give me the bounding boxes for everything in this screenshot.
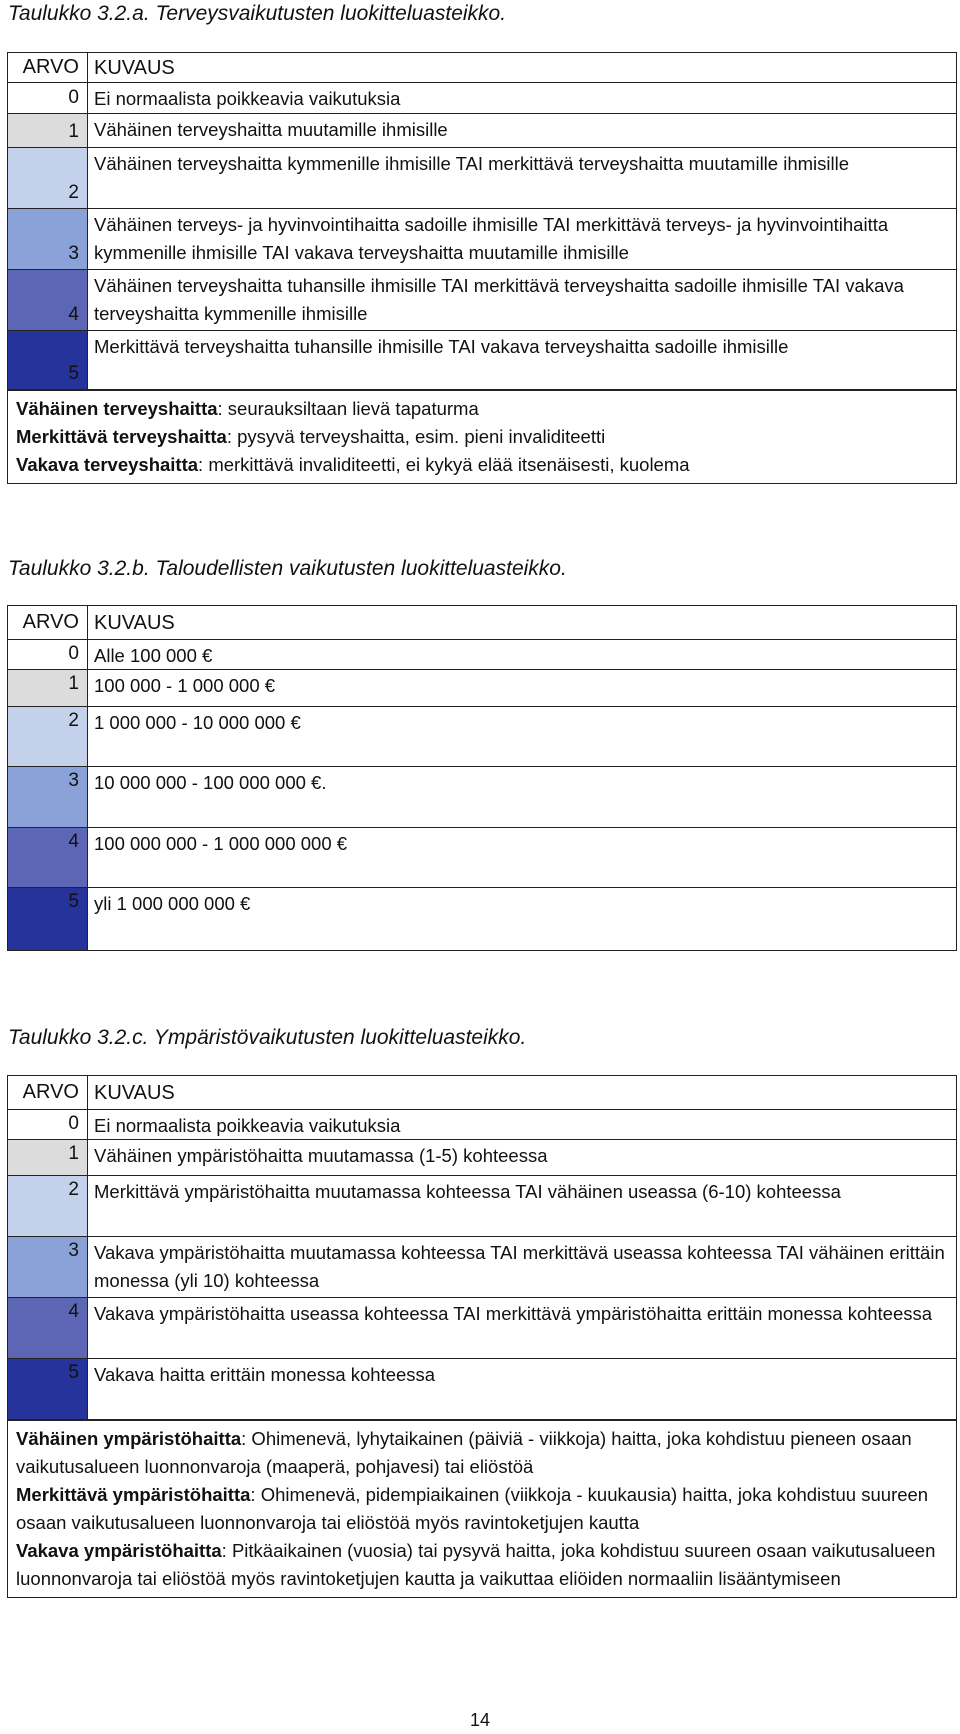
note-text: : pysyvä terveyshaitta, esim. pieni invaliditeetti: [226, 426, 606, 447]
row-description: Vähäinen terveyshaitta tuhansille ihmisille TAI merkittävä terveyshaitta sadoille ihmisille TAI vakava terveyshaitta kymmenille ihmisille: [94, 275, 904, 324]
row-description: Vähäinen terveyshaitta kymmenille ihmisille TAI merkittävä terveyshaitta muutamille ihmisille: [94, 153, 850, 174]
note-text: : Pitkäaikainen (vuosia) tai pysyvä haitta, joka kohdistuu suureen osaan vaikutusalueen luonnonvaroja tai eliöstöä myös ravintoketjujen kautta ja vaikuttaa eliöiden normaaliin lisääntymiseen: [16, 1540, 936, 1589]
note-term: Merkittävä terveyshaitta: [16, 426, 227, 447]
table-header: [8, 53, 956, 83]
table-row: [8, 83, 956, 114]
row-value: 4: [8, 1298, 88, 1358]
row-description: Alle 100 000 €: [94, 645, 213, 666]
row-value: 0: [8, 1110, 88, 1139]
table-row: [8, 707, 956, 767]
row-value: 5: [8, 1359, 88, 1419]
table-row: [8, 888, 956, 950]
table-header: [8, 606, 956, 640]
note-line: [16, 1481, 948, 1537]
header-value: ARVO: [8, 606, 88, 639]
table-row: [8, 148, 956, 209]
table-row: [8, 1237, 956, 1298]
row-value: 4: [8, 828, 88, 887]
note-line: [16, 395, 948, 423]
table-row: [8, 209, 956, 270]
header-description: KUVAUS: [88, 53, 956, 82]
table-c: [7, 1075, 957, 1598]
table-a-notes: [8, 390, 956, 483]
row-value: 3: [8, 1237, 88, 1297]
table-row: [8, 670, 956, 707]
note-text: : seurauksiltaan lievä tapaturma: [217, 398, 479, 419]
note-text: : Ohimenevä, pidempiaikainen (viikkoja - kuukausia) haitta, joka kohdistuu suureen osaan vaikutusalueen luonnonvaroja tai eliöstöä myös ravintoketjujen kautta: [16, 1484, 929, 1533]
table-a: [7, 52, 957, 484]
table-row: [8, 1110, 956, 1140]
row-description: Vähäinen terveys- ja hyvinvointihaitta sadoille ihmisille TAI merkittävä terveys- ja hyvinvointihaitta kymmenille ihmisille TAI vakava terveyshaitta muutamille ihmisille: [94, 214, 889, 263]
table-header: [8, 1076, 956, 1110]
header-value: ARVO: [8, 1076, 88, 1109]
row-value: 0: [8, 640, 88, 669]
row-description: Vakava ympäristöhaitta useassa kohteessa TAI merkittävä ympäristöhaitta erittäin monessa kohteessa: [94, 1303, 933, 1324]
row-value: 0: [8, 83, 88, 113]
header-description: KUVAUS: [88, 1076, 956, 1109]
row-description: 100 000 000 - 1 000 000 000 €: [94, 833, 348, 854]
table-c-caption: Taulukko 3.2.c. Ympäristövaikutusten luokitteluasteikko.: [8, 1026, 527, 1049]
row-description: yli 1 000 000 000 €: [94, 893, 251, 914]
note-text: : Ohimenevä, lyhytaikainen (päiviä - viikkoja) haitta, joka kohdistuu pieneen osaan vaikutusalueen luonnonvaroja (maaperä, pohjavesi) tai eliöstöä: [16, 1428, 912, 1477]
row-value: 1: [8, 114, 88, 147]
note-term: Vakava terveyshaitta: [16, 454, 199, 475]
row-description: 10 000 000 - 100 000 000 €.: [94, 772, 327, 793]
row-description: 1 000 000 - 10 000 000 €: [94, 712, 301, 733]
note-line: [16, 451, 948, 479]
table-row: [8, 1298, 956, 1359]
note-line: [16, 423, 948, 451]
row-value: 3: [8, 767, 88, 827]
note-term: Vakava ympäristöhaitta: [16, 1540, 222, 1561]
row-value: 2: [8, 707, 88, 766]
note-term: Merkittävä ympäristöhaitta: [16, 1484, 251, 1505]
row-value: 5: [8, 331, 88, 389]
note-line: [16, 1425, 948, 1481]
table-row: [8, 331, 956, 390]
row-value: 1: [8, 1140, 88, 1175]
row-value: 5: [8, 888, 88, 950]
note-term: Vähäinen terveyshaitta: [16, 398, 218, 419]
row-value: 1: [8, 670, 88, 706]
row-value: 2: [8, 1176, 88, 1236]
note-text: : merkittävä invaliditeetti, ei kykyä elää itsenäisesti, kuolema: [198, 454, 690, 475]
row-description: Ei normaalista poikkeavia vaikutuksia: [94, 88, 401, 109]
row-value: 2: [8, 148, 88, 208]
note-line: [16, 1537, 948, 1593]
page-number: 14: [469, 1710, 491, 1730]
row-description: Merkittävä terveyshaitta tuhansille ihmisille TAI vakava terveyshaitta sadoille ihmisille: [94, 336, 789, 357]
table-b-caption: Taulukko 3.2.b. Taloudellisten vaikutusten luokitteluasteikko.: [8, 557, 567, 580]
table-row: [8, 640, 956, 670]
header-value: ARVO: [8, 53, 88, 82]
header-description: KUVAUS: [88, 606, 956, 639]
table-a-caption: Taulukko 3.2.a. Terveysvaikutusten luokitteluasteikko.: [8, 2, 507, 25]
row-description: Vähäinen ympäristöhaitta muutamassa (1-5) kohteessa: [94, 1145, 548, 1166]
row-description: 100 000 - 1 000 000 €: [94, 675, 276, 696]
row-description: Merkittävä ympäristöhaitta muutamassa kohteessa TAI vähäinen useassa (6-10) kohteessa: [94, 1181, 841, 1202]
table-row: [8, 114, 956, 148]
table-c-notes: [8, 1420, 956, 1597]
table-row: [8, 1359, 956, 1420]
table-b: [7, 605, 957, 951]
note-term: Vähäinen ympäristöhaitta: [16, 1428, 242, 1449]
row-description: Ei normaalista poikkeavia vaikutuksia: [94, 1115, 401, 1136]
table-row: [8, 1176, 956, 1237]
table-row: [8, 270, 956, 331]
row-value: 4: [8, 270, 88, 330]
row-description: Vakava haitta erittäin monessa kohteessa: [94, 1364, 436, 1385]
row-value: 3: [8, 209, 88, 269]
row-description: Vakava ympäristöhaitta muutamassa kohteessa TAI merkittävä useassa kohteessa TAI vähäinen erittäin monessa (yli 10) kohteessa: [94, 1242, 945, 1291]
table-row: [8, 828, 956, 888]
table-row: [8, 767, 956, 828]
table-row: [8, 1140, 956, 1176]
row-description: Vähäinen terveyshaitta muutamille ihmisille: [94, 119, 448, 140]
